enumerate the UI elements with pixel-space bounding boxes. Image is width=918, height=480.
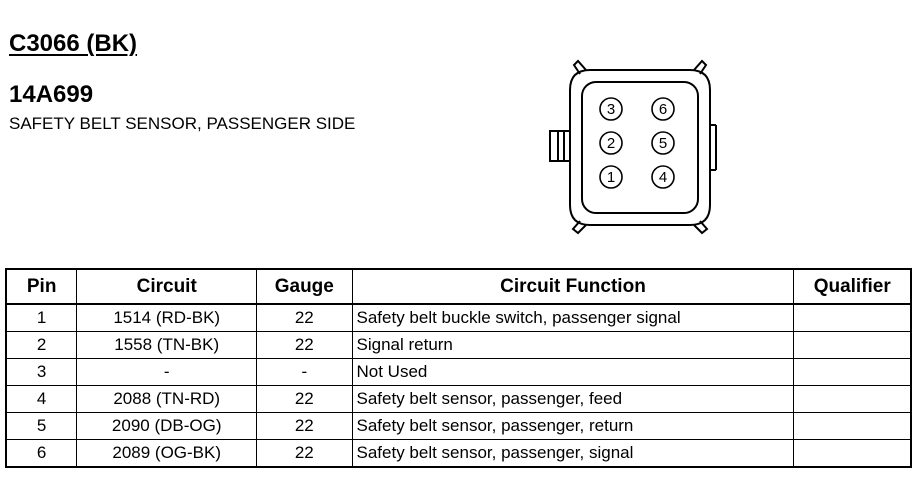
table-header-row <box>6 269 911 304</box>
table-row <box>6 413 911 440</box>
cell-gauge: 22 <box>257 386 352 413</box>
connector-lock-tab <box>550 131 570 161</box>
pin-label: 6 <box>658 101 668 118</box>
table-row <box>6 386 911 413</box>
header-qualifier: Qualifier <box>794 269 911 304</box>
table-row <box>6 440 911 468</box>
header-gauge: Gauge <box>257 269 352 304</box>
cell-qualifier <box>794 440 911 468</box>
connector-face-diagram <box>540 55 740 240</box>
table-row <box>6 304 911 332</box>
cell-circuit: - <box>77 359 257 386</box>
cell-qualifier <box>794 359 911 386</box>
connector-latch-bottom-right <box>694 221 707 233</box>
connector-latch-bottom-left <box>573 221 586 233</box>
cell-pin: 4 <box>6 386 77 413</box>
cell-function: Signal return <box>352 332 794 359</box>
cell-circuit: 2088 (TN-RD) <box>77 386 257 413</box>
pinout-table <box>5 268 912 468</box>
cell-circuit: 1514 (RD-BK) <box>77 304 257 332</box>
connector-cavity <box>582 82 698 213</box>
connector-id-title: C3066 (BK) <box>9 30 138 57</box>
cell-circuit: 2090 (DB-OG) <box>77 413 257 440</box>
cell-circuit: 1558 (TN-BK) <box>77 332 257 359</box>
pin-label: 4 <box>658 169 668 186</box>
pin-label: 2 <box>606 135 616 152</box>
cell-gauge: - <box>257 359 352 386</box>
cell-pin: 2 <box>6 332 77 359</box>
header-circuit: Circuit <box>77 269 257 304</box>
cell-function: Not Used <box>352 359 794 386</box>
cell-qualifier <box>794 413 911 440</box>
cell-pin: 3 <box>6 359 77 386</box>
connector-description: SAFETY BELT SENSOR, PASSENGER SIDE <box>9 114 356 133</box>
cell-pin: 6 <box>6 440 77 468</box>
table-row <box>6 359 911 386</box>
table-row <box>6 332 911 359</box>
cell-qualifier <box>794 386 911 413</box>
cell-gauge: 22 <box>257 304 352 332</box>
cell-gauge: 22 <box>257 413 352 440</box>
header-pin: Pin <box>6 269 77 304</box>
cell-gauge: 22 <box>257 440 352 468</box>
cell-function: Safety belt sensor, passenger, feed <box>352 386 794 413</box>
cell-function: Safety belt buckle switch, passenger signal <box>352 304 794 332</box>
cell-qualifier <box>794 332 911 359</box>
cell-function: Safety belt sensor, passenger, return <box>352 413 794 440</box>
cell-circuit: 2089 (OG-BK) <box>77 440 257 468</box>
cell-gauge: 22 <box>257 332 352 359</box>
pin-label: 1 <box>606 169 616 186</box>
connector-housing-outer <box>570 70 710 225</box>
cell-pin: 5 <box>6 413 77 440</box>
part-number: 14A699 <box>9 81 94 108</box>
header-circuit-function: Circuit Function <box>352 269 794 304</box>
pin-label: 5 <box>658 135 668 152</box>
cell-pin: 1 <box>6 304 77 332</box>
pin-label: 3 <box>606 101 616 118</box>
cell-function: Safety belt sensor, passenger, signal <box>352 440 794 468</box>
cell-qualifier <box>794 304 911 332</box>
